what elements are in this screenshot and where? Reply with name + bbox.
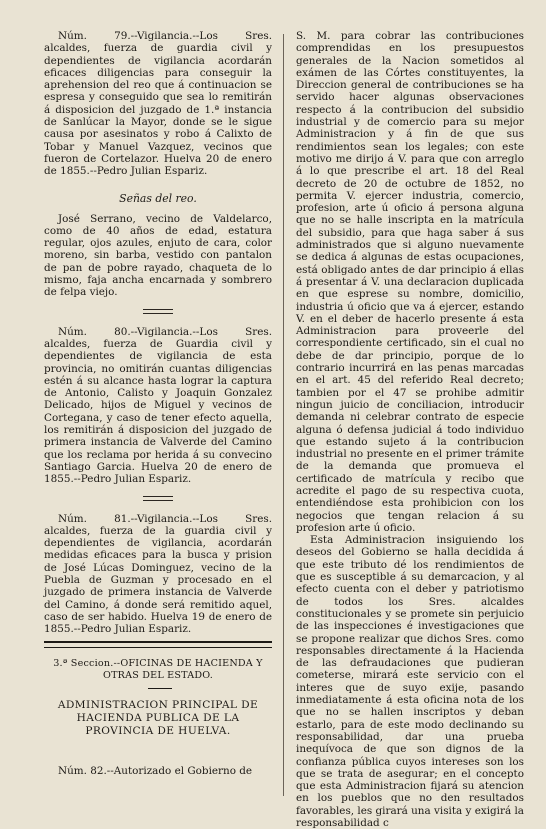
section-underline: [148, 688, 172, 689]
right-column: [296, 30, 524, 829]
separator-2: [143, 496, 173, 501]
notice-80: Núm. 80.--Vigilancia.--Los Sres. alcaldes, fuerza de Guardia civil y dependientes de vigilancia de esta provincia, no omitirán cuantas diligencias estén á su alcance hasta lograr la captura de Antonio, Calisto y Joaquin Gonzalez Delicado, hijos de Miguel y vecinos de Cortegana, y caso de tener efecto aquella, los remitirán á disposicion del juzgado de primera instancia de Valverde del Camino que los reclama por herida á su convecino Santiago Garcia. Huelva 20 de enero de 1855.--Pedro Julian Espariz.: [44, 325, 272, 486]
continuation-paragraph: S. M. para cobrar las contribuciones comprendidas en los presupuestos generales de la Nacion sometidos al exámen de las Córtes constituyentes, la Direccion general de contribuciones se ha servido hacer algunas observaciones respecto á la contribucion del subsidio industrial y de comercio para su mejor Administracion y á fin de que sus rendimientos sean los legales; con este motivo me dirijo á V. para que con arreglo á lo que prescribe el art. 18 del Real decreto de 20 de octubre de 1852, no permita V. ejercer industria, comercio, profesion, arte ú oficio á persona alguna que no se halle inscripta en la matrícula del subsidio, para que haga saber á sus administrados que si alguno nuevamente se dedica á algunas de estas ocupaciones, está obligado antes de dar principio á ellas á presentar á V. una declaracion duplicada en que esprese su nombre, domicilio, industria ú oficio que va á ejercer, estando V. en el deber de hacerlo presente á esta Administracion para proveerle del correspondiente certificado, sin el cual no debe de dar principio, porque de lo contrario incurrirá en las penas marcadas en el art. 45 del referido Real decreto; tambien por el 47 se prohibe admitir ningun juicio de conciliacion, introducir demanda ni celebrar contrato de especie alguna ó defensa judicial á todo individuo que estando sujeto á la contribucion industrial no presente en el primer trámite de la demanda que promueva el certificado de matrícula y recibo que acredite el pago de su respectiva cuota, entendiéndose esta prohibicion con los negocios que tengan relacion á su profesion arte ú oficio.: [296, 30, 524, 534]
administration-heading: ADMINISTRACION PRINCIPAL DE HACIENDA PUBLICA DE LA PROVINCIA DE HUELVA.: [57, 699, 259, 738]
signs-heading: Señas del reo.: [119, 191, 197, 205]
notice-79: Núm. 79.--Vigilancia.--Los Sres. alcaldes, fuerza de guardia civil y dependientes de vigilancia acordarán eficaces diligencias para conseguir la aprehension del reo que á continuacion se espresa y conseguido que sea lo remitirán á disposicion del juzgado de 1.ª instancia de Sanlúcar la Mayor, donde se le sigue causa por asesinatos y robo á Calixto de Tobar y Manuel Vazquez, vecinos que fueron de Cortelazor. Huelva 20 de enero de 1855.--Pedro Julian Espariz.: [44, 30, 272, 178]
notice-82: Núm. 82.--Autorizado el Gobierno de: [58, 765, 253, 777]
section-heading: 3.ª Seccion.--OFICINAS DE HACIENDA Y OTRAS DEL ESTADO.: [53, 658, 263, 681]
separator-1: [143, 309, 173, 314]
column-divider: [283, 34, 284, 796]
section-divider: [44, 641, 272, 648]
suspect-description: José Serrano, vecino de Valdelarco, como de 40 años de edad, estatura regular, ojos azules, enjuto de cara, color moreno, sin barba, vestido con pantalon de pan de pobre rayado, chaqueta de lo mismo, faja ancha encarnada y sombrero de felpa viejo.: [44, 212, 272, 299]
notice-81: Núm. 81.--Vigilancia.--Los Sres. alcaldes, fuerza de la guardia civil y dependientes de vigilancia, acordarán medidas eficaces para la busca y prision de José Lúcas Dominguez, vecino de la Puebla de Guzman y procesado en el juzgado de primera instancia de Valverde del Camino, á donde será remitido aquel, caso de ser habido. Huelva 19 de enero de 1855.--Pedro Julian Espariz.: [44, 512, 272, 636]
administration-paragraph: Esta Administracion insiguiendo los deseos del Gobierno se halla decidida á que este tributo dé los rendimientos de que es susceptible á su demarcacion, y al efecto cuenta con el deber y patriotismo de todos los Sres. alcaldes constitucionales y se promete sin perjuicio de las inspecciones é investigaciones que se propone realizar que dichos Sres. como responsables directamente á la Hacienda de las defraudaciones que pudieran cometerse, mirará este servicio con el interes que de suyo exije, pasando inmediatamente á esta oficina nota de los que no se hallen inscriptos y deban estarlo, para de este modo declinando su responsabilidad, dar una prueba inequívoca de que son dignos de la confianza pública cuyos intereses son los que se trata de asegurar; en el concepto que esta Administracion fijará su atencion en los pueblos que no den resultados favorables, les girará una visita y exigirá la responsabilidad c: [296, 534, 524, 829]
left-column: [44, 30, 272, 635]
